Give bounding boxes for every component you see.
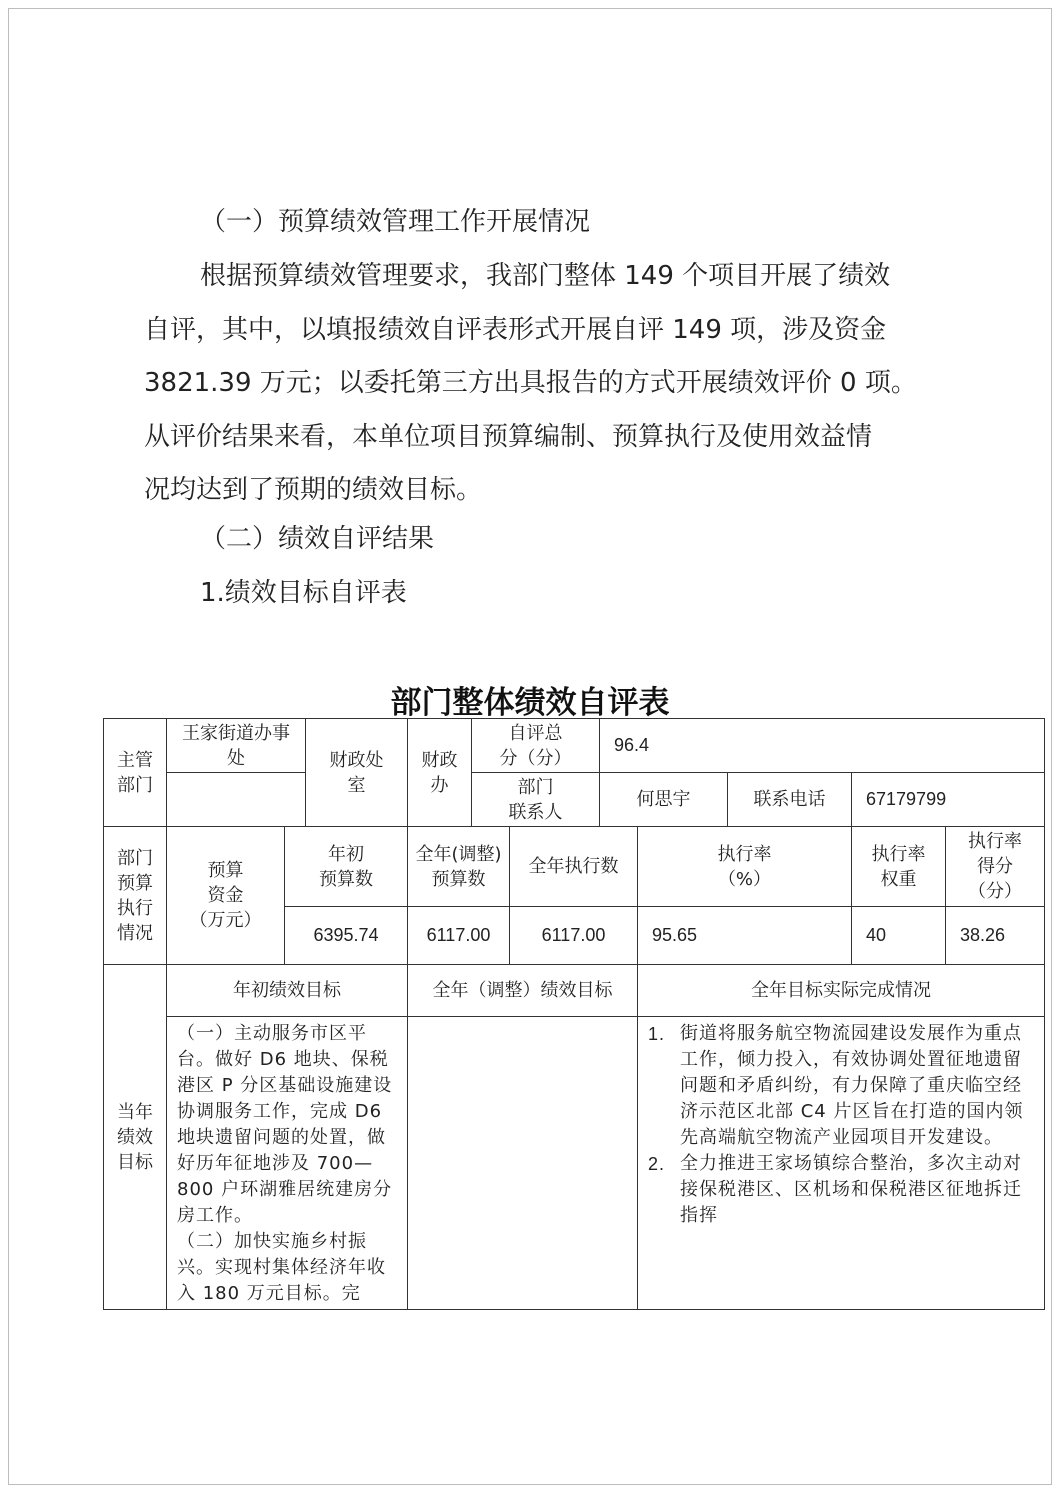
value-rate-score: 38.26 <box>946 907 1045 965</box>
value-adjusted-budget: 6117.00 <box>408 907 510 965</box>
header-adjusted-goals: 全年（调整）绩效目标 <box>408 965 638 1017</box>
paragraph-line-3: 3821.39 万元；以委托第三方出具报告的方式开展绩效评价 0 项。 <box>144 368 917 398</box>
header-actual: 全年目标实际完成情况 <box>638 965 1045 1017</box>
actual-cell <box>638 1017 1045 1310</box>
paragraph-line-4: 从评价结果来看，本单位项目预算编制、预算执行及使用效益情 <box>144 422 873 452</box>
goal-label: 当年 绩效 目标 <box>104 965 167 1310</box>
value-rate-weight: 40 <box>852 907 946 965</box>
header-rate-weight: 执行率 权重 <box>852 827 946 907</box>
score-label: 自评总 分（分） <box>472 719 600 773</box>
finance-office: 财政处 室 <box>306 719 408 827</box>
paragraph-line-2: 自评，其中，以填报绩效自评表形式开展自评 149 项，涉及资金 <box>144 315 887 345</box>
fund-label: 预算 资金 （万元） <box>167 827 285 965</box>
initial-goals-cell <box>167 1017 408 1310</box>
actual-item-1: 1. 街道将服务航空物流园建设发展作为重点工作，倾力投入，有效协调处置征地遗留问题和矛盾纠纷，有力保障了重庆临空经济示范区北部 C4 片区旨在打造的国内领先高端航空物流产业园项目开发建设。 <box>648 1023 1024 1148</box>
header-executed: 全年执行数 <box>510 827 638 907</box>
initial-goal-1: （一）主动服务市区平台。做好 D6 地块、保税港区 P 分区基础设施建设协调服务工作，完成 D6 地块遗留问题的处置，做好历年征地涉及 700—800 户环湖雅居统建房分房工作。 <box>177 1023 393 1226</box>
paragraph-line-5: 况均达到了预期的绩效目标。 <box>144 475 483 505</box>
header-adjusted-budget: 全年(调整) 预算数 <box>408 827 510 907</box>
section-heading-3: 1.绩效目标自评表 <box>200 578 407 608</box>
adjusted-goals-cell <box>408 1017 638 1310</box>
phone-value: 67179799 <box>852 773 1045 827</box>
actual-item-2: 2. 全力推进王家场镇综合整治，多次主动对接保税港区、区机场和保税港区征地拆迁指挥 <box>648 1153 1022 1226</box>
value-executed: 6117.00 <box>510 907 638 965</box>
self-evaluation-table <box>103 718 1045 1310</box>
section-heading-2: （二）绩效自评结果 <box>200 524 435 554</box>
dept-name: 王家街道办事 处 <box>167 719 306 773</box>
header-initial-budget: 年初 预算数 <box>285 827 408 907</box>
header-rate-score: 执行率 得分 （分） <box>946 827 1045 907</box>
header-initial-goals: 年初绩效目标 <box>167 965 408 1017</box>
contact-name: 何思宇 <box>600 773 728 827</box>
value-exec-rate: 95.65 <box>638 907 852 965</box>
paragraph-line-1: 根据预算绩效管理要求，我部门整体 149 个项目开展了绩效 <box>200 261 891 291</box>
phone-label: 联系电话 <box>728 773 852 827</box>
dept-name-cont <box>167 773 306 827</box>
contact-label: 部门 联系人 <box>472 773 600 827</box>
table-title: 部门整体绩效自评表 <box>390 685 670 721</box>
exec-label: 部门 预算 执行 情况 <box>104 827 167 965</box>
dept-label: 主管 部门 <box>104 719 167 827</box>
section-heading-1: （一）预算绩效管理工作开展情况 <box>200 207 591 237</box>
finance-office-2: 财政 办 <box>408 719 472 827</box>
score-value: 96.4 <box>600 719 1045 773</box>
header-exec-rate: 执行率 （%） <box>638 827 852 907</box>
initial-goal-2: （二）加快实施乡村振兴。实现村集体经济年收入 180 万元目标。完 <box>177 1231 386 1304</box>
value-initial-budget: 6395.74 <box>285 907 408 965</box>
